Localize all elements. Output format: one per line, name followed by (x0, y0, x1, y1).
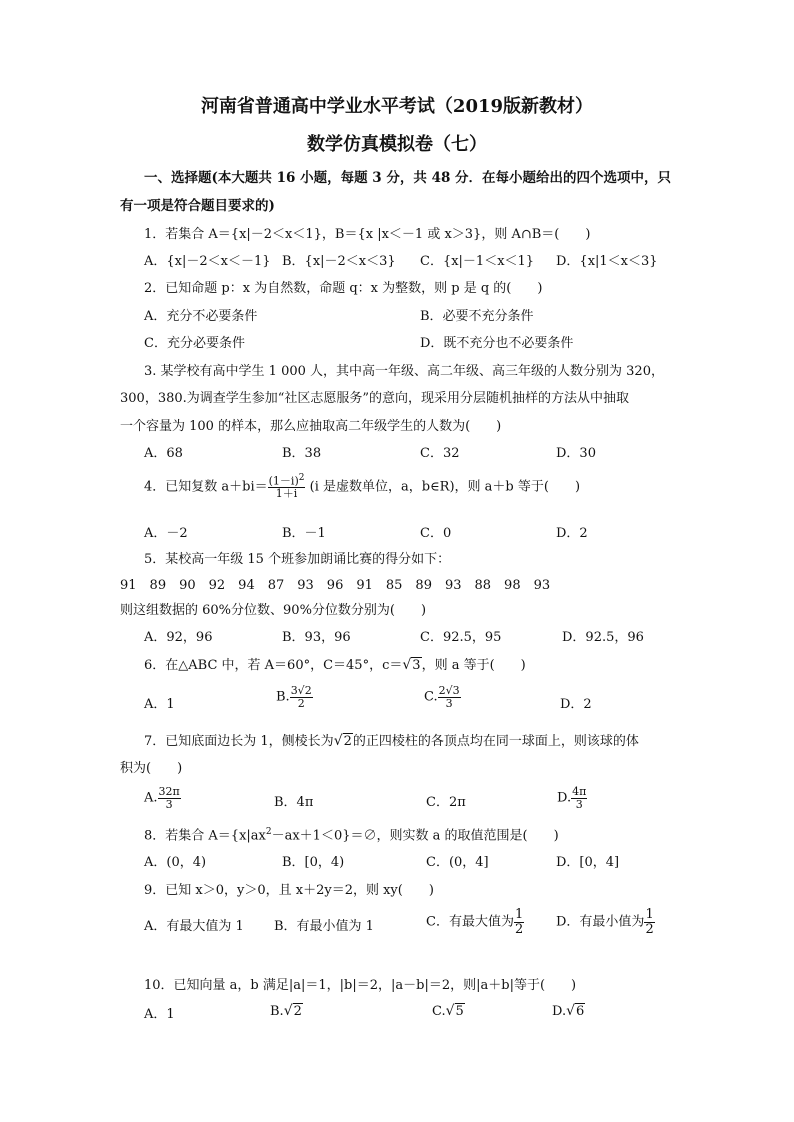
q6-option-c (424, 685, 461, 709)
q3-option-c: C．32 (420, 446, 460, 461)
q10-option-d: D.√6 (552, 1003, 585, 1019)
q9-option-d (556, 908, 655, 936)
q9-stem: 9．已知 x＞0，y＞0，且 x＋2y＝2，则 xy( ) (144, 883, 434, 898)
q3-line2: 300，380.为调查学生参加“社区志愿服务”的意向，现采用分层随机抽样的方法从中抽取 (120, 391, 630, 406)
q9-option-d-numerator: 1 (645, 907, 654, 922)
section-header-line1: 一、选择题(本大题共 16 小题，每题 3 分，共 48 分．在每小题给出的四个选项中，只 (144, 170, 672, 186)
q2-option-d: D．既不充分也不必要条件 (420, 336, 574, 351)
q7-option-d-label: D. (557, 790, 572, 806)
q9-option-b: B．有最小值为 1 (274, 919, 374, 934)
q7-line2: 积为( ) (120, 761, 183, 776)
q7-option-d (557, 786, 587, 810)
q8-option-b: B．[0，4) (282, 855, 345, 870)
q7-option-d-denominator: 3 (575, 797, 583, 811)
q6-option-b-label: B. (276, 689, 290, 705)
q5-stem: 5．某校高一年级 15 个班参加朗诵比赛的得分如下： (144, 552, 451, 567)
q6-suffix: ，则 a 等于( ) (421, 658, 526, 673)
q10-option-b-arg: 2 (293, 1004, 302, 1019)
q10-option-c-arg: 5 (455, 1004, 464, 1019)
q6-option-b-numerator: 3√2 (290, 684, 312, 697)
q6-option-c-denominator: 3 (445, 696, 453, 710)
q5-scores: 91 89 90 92 94 87 93 96 91 85 89 93 88 98 93 (120, 578, 551, 593)
q2-stem: 2．已知命题 p：x 为自然数，命题 q：x 为整数，则 p 是 q 的( ) (144, 281, 543, 296)
q3-line1: 3. 某学校有高中学生 1 000 人，其中高一年级、高二年级、高三年级的人数分别为 320， (144, 364, 664, 379)
q7-sqrt: √2 (333, 733, 352, 749)
exam-title: 河南省普通高中学业水平考试（2019版新教材） (200, 96, 594, 117)
q7-option-a (144, 786, 181, 810)
q10-option-d-label: D. (552, 1004, 567, 1019)
q4-option-d: D．2 (556, 526, 588, 541)
q10-option-b-label: B. (270, 1004, 284, 1019)
q8-option-c: C．(0，4] (426, 855, 489, 870)
q8-option-d: D．[0，4] (556, 855, 620, 870)
q4-option-a: A．－2 (144, 526, 188, 541)
q9-option-a: A．有最大值为 1 (144, 919, 244, 934)
q4-option-c: C．0 (420, 526, 452, 541)
q10-option-d-arg: 6 (576, 1004, 585, 1019)
q9-option-c (426, 908, 524, 936)
q9-option-d-denominator: 2 (645, 921, 654, 937)
q10-option-c-label: C. (432, 1004, 446, 1019)
q3-line3: 一个容量为 100 的样本，那么应抽取高二年级学生的人数为( ) (120, 419, 502, 434)
q4-fraction (268, 474, 306, 500)
q9-option-c-denominator: 2 (514, 921, 524, 937)
q6-option-d: D．2 (560, 697, 592, 712)
q5-question: 则这组数据的 60%分位数、90%分位数分别为( ) (120, 603, 427, 618)
q4-option-b: B．－1 (282, 526, 326, 541)
q4-prefix: 4．已知复数 a＋bi＝ (144, 479, 268, 495)
q1-option-d: D．{x|1＜x＜3} (556, 254, 658, 269)
q1-option-c: C．{x|－1＜x＜1} (420, 254, 535, 269)
q6-option-b-denominator: 2 (297, 696, 305, 710)
q2-option-a: A．充分不必要条件 (144, 309, 258, 324)
q4-fraction-denominator: 1＋i (275, 487, 298, 501)
q2-option-c: C．充分必要条件 (144, 336, 245, 351)
q5-option-c: C．92.5，95 (420, 630, 502, 645)
q1-stem: 1．若集合 A＝{x|－2＜x＜1}，B＝{x |x＜－1 或 x＞3}，则 A∩B＝( ) (144, 227, 591, 242)
exam-subtitle: 数学仿真模拟卷（七） (307, 134, 487, 155)
q7-option-a-denominator: 3 (165, 797, 173, 811)
q10-option-a: A．1 (144, 1007, 175, 1022)
q9-option-c-numerator: 1 (514, 907, 524, 922)
q7-option-c: C．2π (426, 795, 466, 810)
q3-option-d: D．30 (556, 446, 596, 461)
q6-option-c-numerator: 2√3 (438, 684, 460, 697)
q7-prefix: 7．已知底面边长为 1，侧棱长为 (144, 734, 334, 749)
q7-line1 (144, 730, 639, 749)
q7-sqrt-arg: 2 (343, 734, 352, 749)
q9-option-c-text: C．有最大值为 (426, 914, 514, 930)
q8-exponent: 2 (265, 827, 272, 837)
q1-option-b: B．{x|－2＜x＜3} (282, 254, 396, 269)
q6-sqrt-arg: 3 (412, 658, 421, 673)
q6-option-c-label: C. (424, 689, 438, 705)
q7-option-b: B．4π (274, 795, 314, 810)
q8-prefix: 8．若集合 A＝{x|ax (144, 828, 266, 844)
q10-option-c: C.√5 (432, 1003, 464, 1019)
q5-option-a: A．92，96 (144, 630, 213, 645)
q6-prefix: 6．在△ABC 中，若 A＝60°，C＝45°，c＝ (144, 658, 403, 673)
q4-fraction-exponent: 2 (298, 473, 305, 483)
q4-suffix: (i 是虚数单位，a，b∈R)，则 a＋b 等于( ) (305, 479, 581, 495)
q8-option-a: A．(0，4) (144, 855, 207, 870)
q3-option-b: B．38 (282, 446, 322, 461)
q9-option-d-text: D．有最小值为 (556, 914, 645, 930)
q4-stem (144, 474, 580, 500)
q10-stem: 10．已知向量 a，b 满足|a|＝1，|b|＝2，|a－b|＝2，则|a＋b|等于( ) (144, 978, 577, 993)
q7-suffix: 的正四棱柱的各顶点均在同一球面上，则该球的体 (352, 734, 639, 749)
q6-option-a: A．1 (144, 697, 175, 712)
q2-option-b: B．必要不充分条件 (420, 309, 534, 324)
q7-option-a-label: A. (144, 790, 158, 806)
q5-option-d: D．92.5，96 (562, 630, 644, 645)
q4-fraction-numerator: (1－i) (268, 474, 299, 488)
q1-option-a: A．{x|－2＜x＜－1} (144, 254, 271, 269)
q6-option-b (276, 685, 313, 709)
q10-option-b: B.√2 (270, 1003, 302, 1019)
section-header-line2: 有一项是符合题目要求的) (120, 198, 275, 214)
q6-sqrt: √3 (402, 657, 421, 673)
q6-stem (144, 654, 526, 673)
q3-option-a: A．68 (144, 446, 183, 461)
q5-option-b: B．93，96 (282, 630, 351, 645)
q7-option-a-numerator: 32π (158, 785, 180, 798)
q7-option-d-numerator: 4π (572, 785, 587, 798)
q8-suffix: －ax＋1＜0}＝∅，则实数 a 的取值范围是( ) (271, 828, 559, 844)
q8-stem (144, 828, 559, 842)
